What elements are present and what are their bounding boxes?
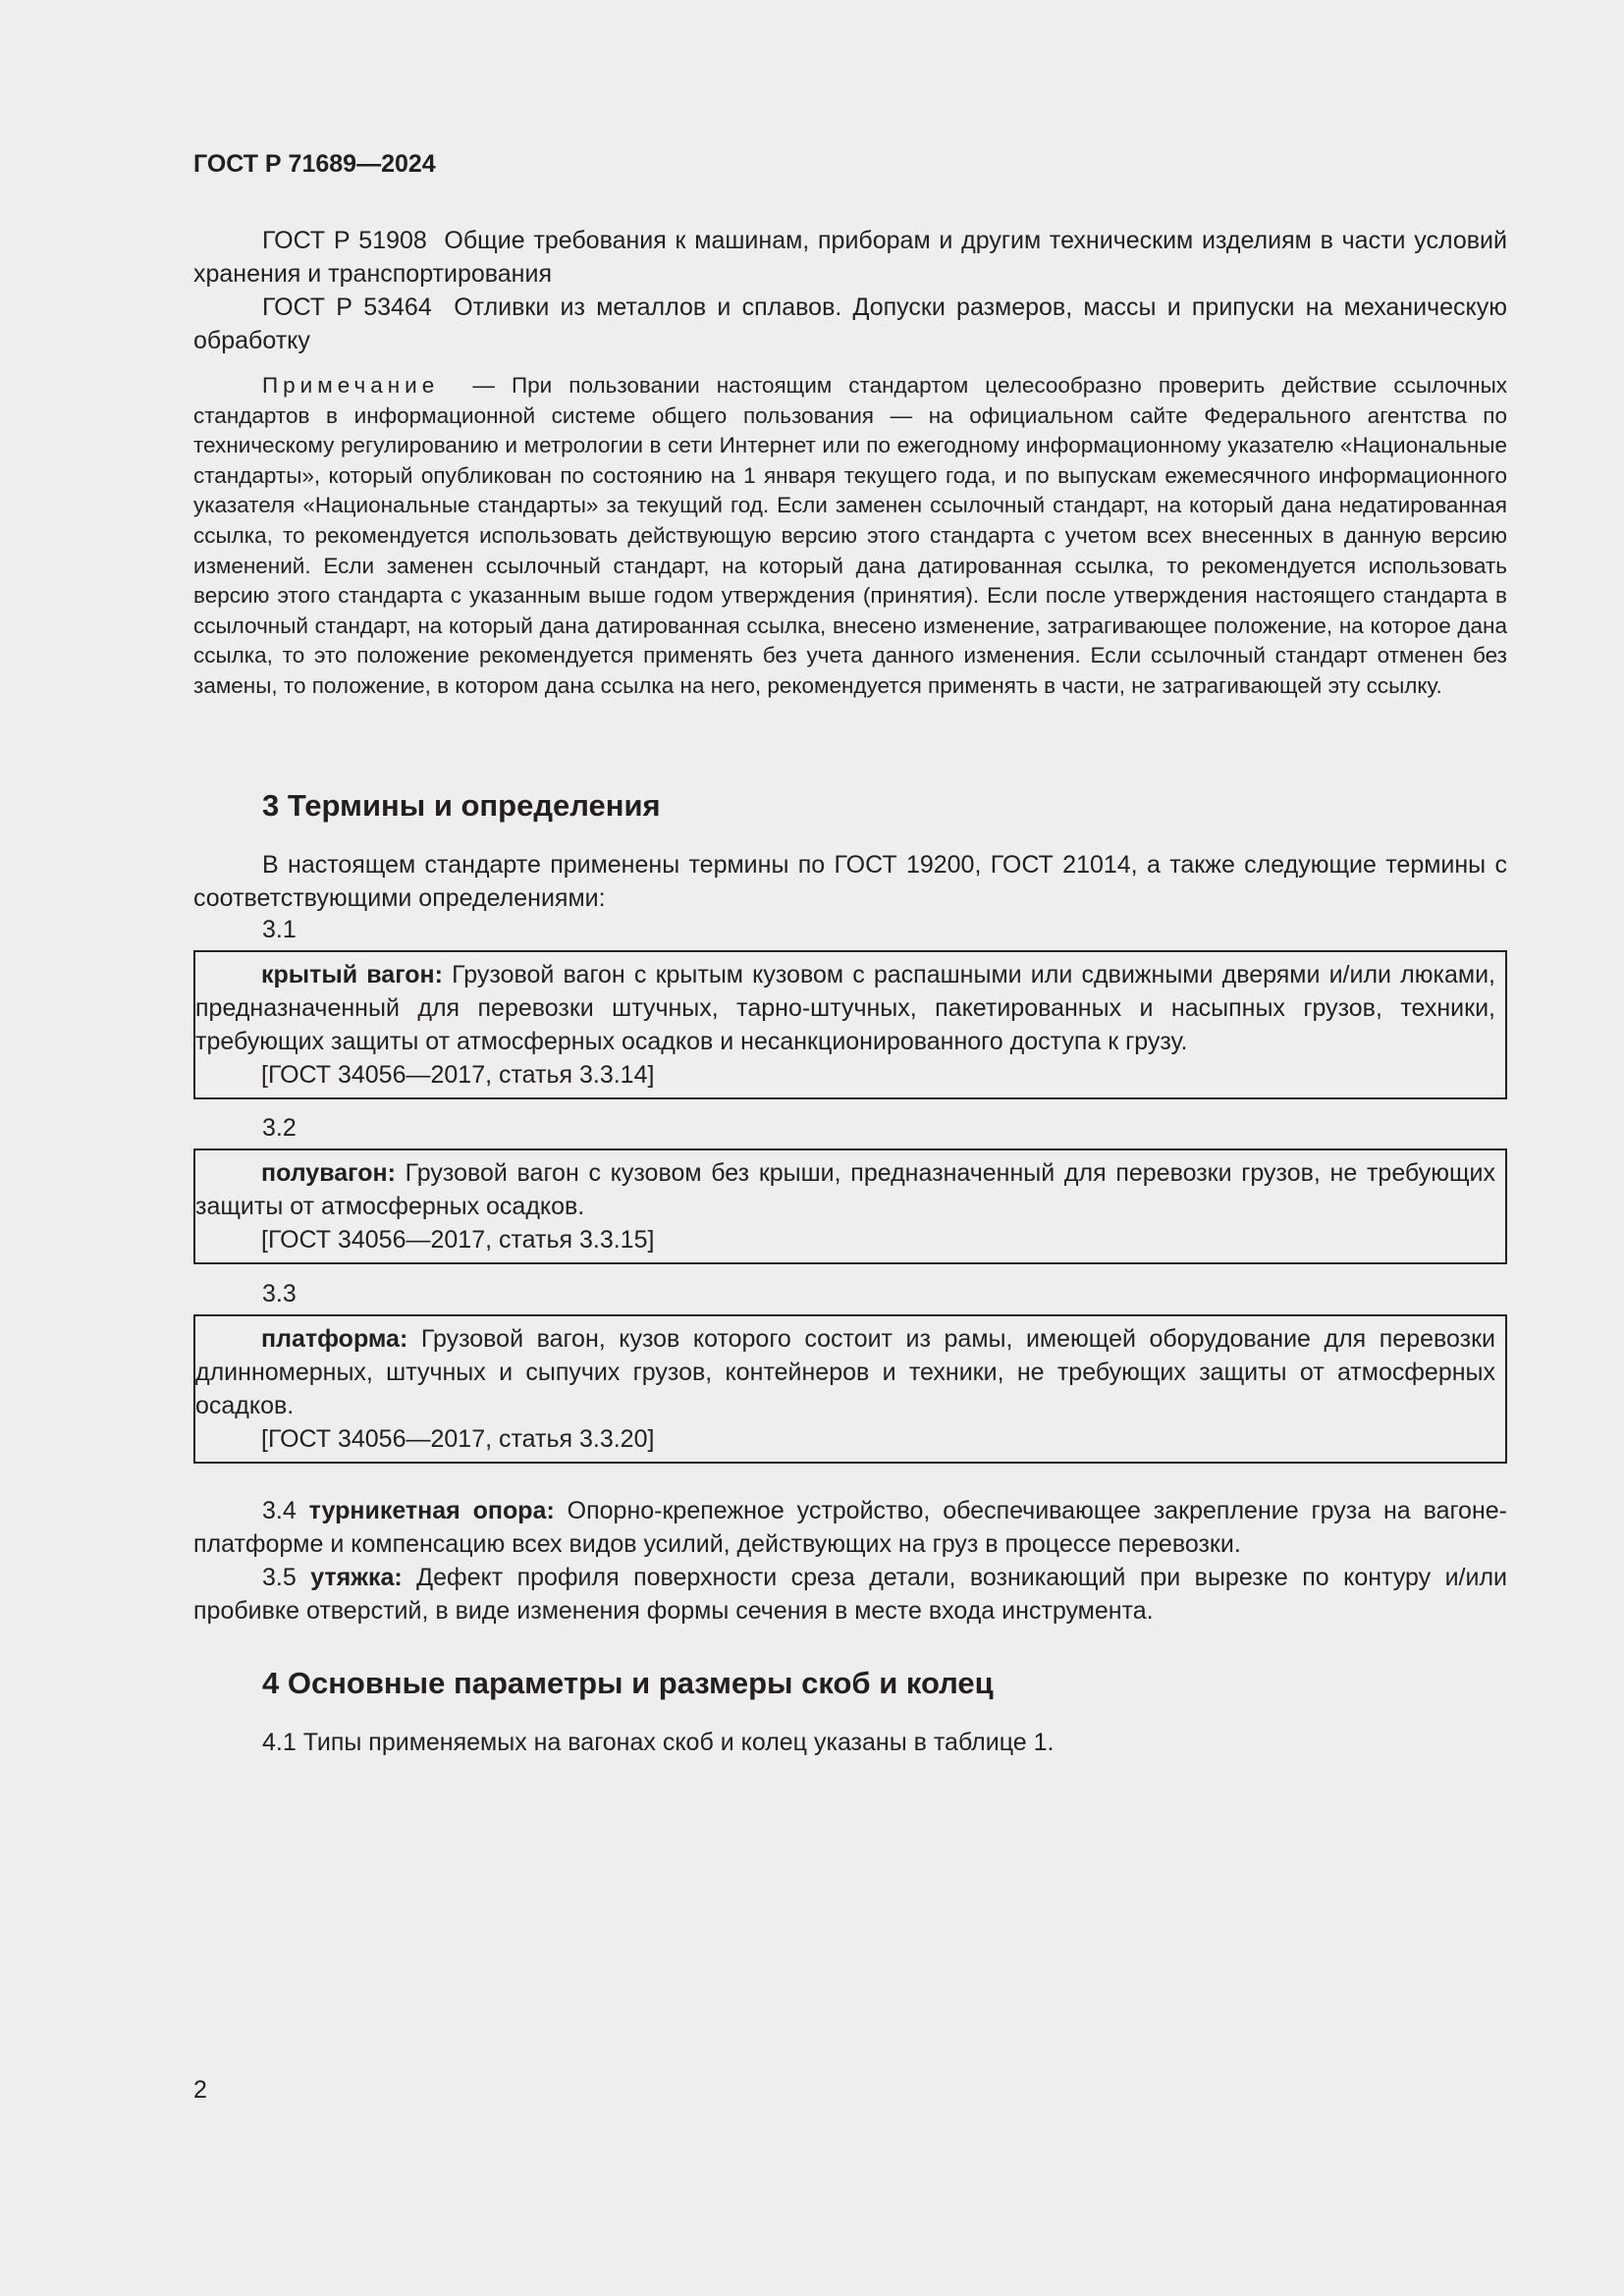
note-paragraph (193, 371, 1507, 702)
section-3-heading: 3 Термины и определения (262, 788, 661, 823)
term-definition (195, 1156, 1495, 1223)
note-text: — При пользовании настоящим стандартом целесообразно проверить действие ссылочных стандартов в информационной системе общего пользования — на официальном сайте Федерального агентства по техническому регулированию и метрологии в сети Интернет или по ежегодному информационному указателю «Национальные стандарты», который опубликован по состоянию на 1 января текущего года, и по выпускам ежемесячного информационного указателя «Национальные стандарты» за текущий год. Если заменен ссылочный стандарт, на который дана недатированная ссылка, то рекомендуется использовать действующую версию этого стандарта с учетом всех внесенных в данную версию изменений. Если заменен ссылочный стандарт, на который дана датированная ссылка, то рекомендуется использовать версию этого стандарта с указанным выше годом утверждения (принятия). Если после утверждения настоящего стандарта в ссылочный стандарт, на который дана датированная ссылка, внесено изменение, затрагивающее положение, на которое дана ссылка, то это положение рекомендуется применять без учета данного изменения. Если ссылочный стандарт отменен без замены, то положение, в котором дана ссылка на него, рекомендуется применять в части, не затрагивающей эту ссылку. (193, 373, 1507, 698)
plain-terms (193, 1494, 1507, 1628)
term-source: [ГОСТ 34056—2017, статья 3.3.15] (261, 1226, 655, 1254)
paragraph-4-1: 4.1 Типы применяемых на вагонах скоб и колец указаны в таблице 1. (262, 1729, 1055, 1756)
reference-code: ГОСТ Р 53464 (262, 294, 432, 321)
term-name: утяжка: (310, 1564, 403, 1591)
term-text: Грузовой вагон, кузов которого состоит из рамы, имеющей оборудование для перевозки длинномерных, штучных и сыпучих грузов, контейнеров и техники, не требующих защиты от атмосферных осадков. (195, 1325, 1495, 1419)
references-note (193, 371, 1507, 702)
term-text: Грузовой вагон с крытым кузовом с распашными или сдвижными дверями и/или люками, предназначенный для перевозки штучных, тарно-штучных, пакетированных и насыпных грузов, техники, требующих защиты от атмосферных осадков и несанкционированного доступа к грузу. (195, 961, 1496, 1055)
section-4-body (193, 1726, 1507, 1759)
term-text: Опорно-крепежное устройство, обеспечивающее закрепление груза на вагоне-платформе и компенсацию всех видов усилий, действующих на груз в процессе перевозки. (193, 1497, 1507, 1558)
reference-title: Отливки из металлов и сплавов. Допуски размеров, массы и припуски на механическую обработку (193, 294, 1507, 354)
note-label: Примечание (262, 373, 440, 398)
reference-title: Общие требования к машинам, приборам и другим техническим изделиям в части условий хранения и транспортирования (193, 227, 1507, 288)
term-number: 3.4 (262, 1497, 297, 1524)
term-3-5 (193, 1561, 1507, 1628)
page-number: 2 (193, 2076, 207, 2104)
intro-paragraph: В настоящем стандарте применены термины по ГОСТ 19200, ГОСТ 21014, а также следующие термины с соответствующими определениями: (193, 851, 1507, 912)
section-3-intro (193, 848, 1507, 915)
normative-references (193, 224, 1507, 357)
term-text: Дефект профиля поверхности среза детали, возникающий при вырезке по контуру и/или пробивке отверстий, в виде изменения формы сечения в месте входа инструмента. (193, 1564, 1507, 1625)
term-source: [ГОСТ 34056—2017, статья 3.3.14] (261, 1061, 655, 1089)
section-4-heading: 4 Основные параметры и размеры скоб и колец (262, 1666, 994, 1700)
reference-code: ГОСТ Р 51908 (262, 227, 427, 254)
term-source: [ГОСТ 34056—2017, статья 3.3.20] (261, 1425, 655, 1453)
term-number: 3.5 (262, 1564, 297, 1591)
term-box-3-2 (193, 1148, 1507, 1264)
term-3-4 (193, 1494, 1507, 1561)
term-box-3-1 (193, 950, 1507, 1099)
document-header: ГОСТ Р 71689—2024 (193, 150, 436, 178)
term-name: платформа: (261, 1325, 408, 1353)
term-name: полувагон: (261, 1159, 396, 1187)
term-definition (195, 1322, 1495, 1422)
term-text: Грузовой вагон с кузовом без крыши, предназначенный для перевозки грузов, не требующих защиты от атмосферных осадков. (195, 1159, 1495, 1220)
reference-item (193, 291, 1507, 357)
term-box-3-3 (193, 1314, 1507, 1464)
term-number: 3.3 (262, 1280, 297, 1308)
reference-item (193, 224, 1507, 291)
term-definition (195, 958, 1495, 1058)
term-number: 3.2 (262, 1114, 297, 1142)
term-name: крытый вагон: (261, 961, 443, 988)
term-number: 3.1 (262, 916, 297, 943)
term-name: турникетная опора: (308, 1497, 555, 1524)
